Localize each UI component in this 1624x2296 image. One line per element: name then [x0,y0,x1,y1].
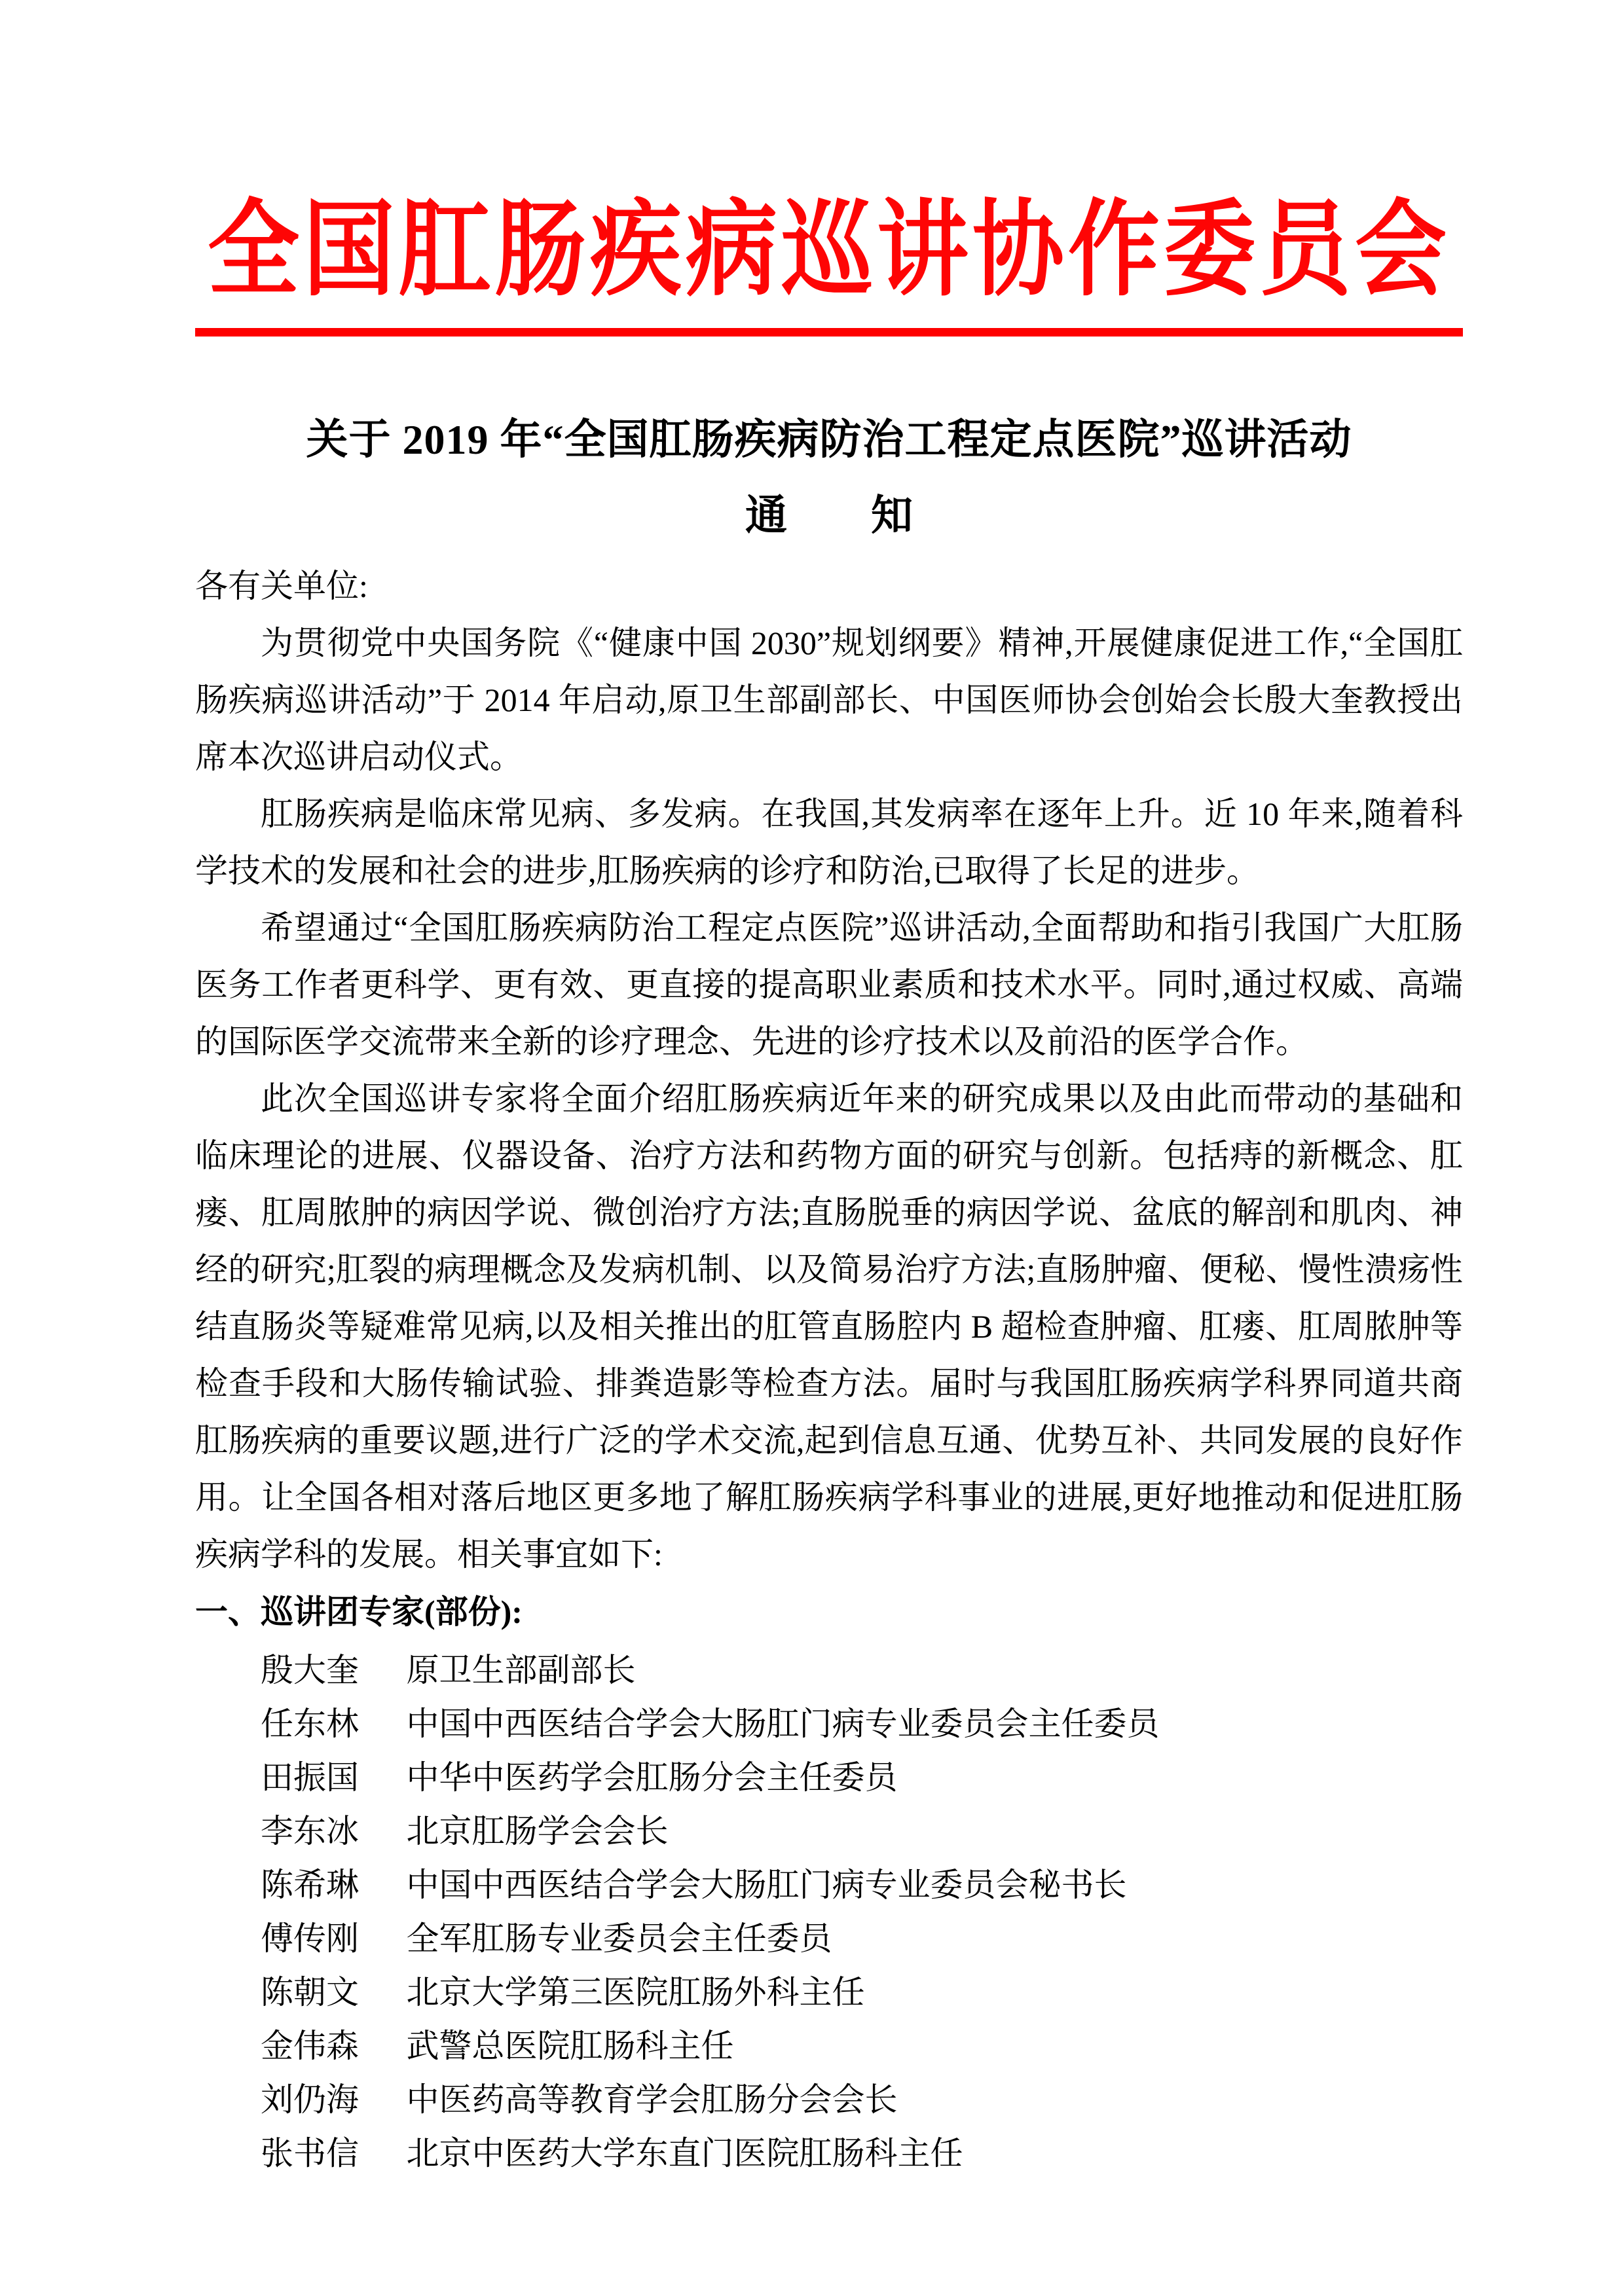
expert-title: 中医药高等教育学会肛肠分会会长 [406,2081,898,2118]
expert-row [195,1643,1463,1697]
expert-name: 李东冰 [261,1813,359,1850]
expert-title: 北京中医药大学东直门医院肛肠科主任 [406,2135,963,2172]
expert-title: 中国中西医结合学会大肠肛门病专业委员会主任委员 [406,1705,1160,1742]
notice-body [195,558,1463,2180]
notice-title: 关于 2019 年“全国肛肠疾病防治工程定点医院”巡讲活动 [306,416,1352,463]
expert-row [195,2126,1463,2180]
salutation: 各有关单位: [195,568,368,604]
paragraph-disease-overview: 肛肠疾病是临床常见病、多发病。在我国,其发病率在逐年上升。近 10 年来,随着科学技术的发展和社会的进步,肛肠疾病的诊疗和防治,已取得了长足的进步。 [195,795,1463,889]
expert-row [195,1912,1463,1965]
notice-subtitle: 通 知 [745,492,913,539]
expert-name: 陈希琳 [261,1867,359,1903]
expert-title: 北京肛肠学会会长 [406,1813,669,1850]
expert-list [195,1643,1463,2180]
paragraph-goal: 希望通过“全国肛肠疾病防治工程定点医院”巡讲活动,全面帮助和指引我国广大肛肠医务工作者更科学、更有效、更直接的提高职业素质和技术水平。同时,通过权威、高端的国际医学交流带来全新的诊疗理念、先进的诊疗技术以及前沿的医学合作。 [195,909,1463,1060]
expert-title: 北京大学第三医院肛肠外科主任 [406,1974,865,2011]
expert-name: 田振国 [261,1759,359,1796]
expert-name: 任东林 [261,1705,359,1742]
expert-name: 殷大奎 [261,1652,359,1688]
expert-title: 中华中医药学会肛肠分会主任委员 [406,1759,898,1796]
expert-name: 刘仍海 [261,2081,359,2118]
letterhead-divider-rule [195,328,1463,337]
expert-row [195,1697,1463,1751]
org-title: 全国肛肠疾病巡讲协作委员会 [207,192,1450,309]
expert-row [195,1965,1463,2019]
expert-name: 陈朝文 [261,1974,359,2011]
expert-title: 中国中西医结合学会大肠肛门病专业委员会秘书长 [406,1867,1127,1903]
expert-name: 金伟森 [261,2028,359,2064]
expert-row [195,1858,1463,1912]
expert-title: 全军肛肠专业委员会主任委员 [406,1920,832,1957]
expert-row [195,2019,1463,2073]
letterhead [195,192,1463,337]
notice-content [195,414,1463,2180]
expert-row [195,1751,1463,1804]
paragraph-background: 为贯彻党中央国务院《“健康中国 2030”规划纲要》精神,开展健康促进工作,“全国肛肠疾病巡讲活动”于 2014 年启动,原卫生部副部长、中国医师协会创始会长殷大奎教授出席本次巡讲启动仪式。 [195,625,1463,775]
expert-name: 张书信 [261,2135,359,2172]
expert-row [195,1804,1463,1858]
section-heading-experts: 一、巡讲团专家(部份): [195,1594,523,1630]
paragraph-topics: 此次全国巡讲专家将全面介绍肛肠疾病近年来的研究成果以及由此而带动的基础和临床理论的进展、仪器设备、治疗方法和药物方面的研究与创新。包括痔的新概念、肛瘘、肛周脓肿的病因学说、微创治疗方法;直肠脱垂的病因学说、盆底的解剖和肌肉、神经的研究;肛裂的病理概念及发病机制、以及简易治疗方法;直肠肿瘤、便秘、慢性溃疡性结直肠炎等疑难常见病,以及相关推出的肛管直肠腔内 B 超检查肿瘤、肛瘘、肛周脓肿等检查手段和大肠传输试验、排粪造影等检查方法。届时与我国肛肠疾病学科界同道共商肛肠疾病的重要议题,进行广泛的学术交流,起到信息互通、优势互补、共同发展的良好作用。让全国各相对落后地区更多地了解肛肠疾病学科事业的进展,更好地推动和促进肛肠疾病学科的发展。相关事宜如下: [195,1080,1463,1573]
expert-name: 傅传刚 [261,1920,359,1957]
expert-title: 武警总医院肛肠科主任 [406,2028,734,2064]
expert-row [195,2073,1463,2126]
expert-title: 原卫生部副部长 [406,1652,636,1688]
